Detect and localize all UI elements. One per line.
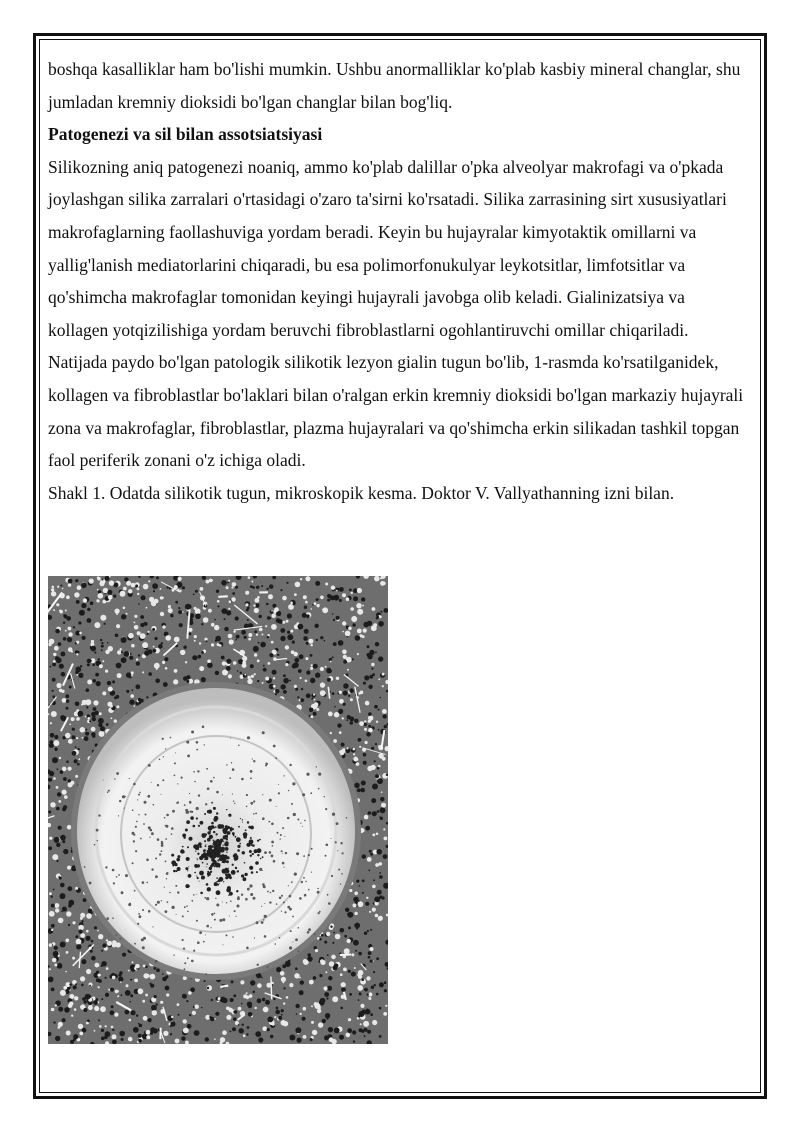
intro-paragraph: boshqa kasalliklar ham bo'lishi mumkin. Ushbu anormalliklar ko'plab kasbiy mineral changlar, shu jumladan kremniy dioksidi bo'lgan changlar bilan bog'liq. (48, 59, 741, 112)
document-body (48, 53, 748, 509)
figure-caption: Shakl 1. Odatda silikotik tugun, mikroskopik kesma. Doktor V. Vallyathanning izni bilan. (48, 482, 675, 503)
silicotic-nodule-micrograph (48, 576, 388, 1044)
section-heading: Patogenezi va sil bilan assotsiatsiyasi (48, 124, 323, 145)
micrograph-image (48, 576, 388, 1044)
pathogenesis-paragraph: Silikozning aniq patogenezi noaniq, ammo ko'plab dalillar o'pka alveolyar makrofagi va o'pkada joylashgan silika zarralari o'rtasidagi o'zaro ta'sirni ko'rsatadi. Silika zarrasining sirt xususiyatlari makrofaglarning faollashuviga yordam beradi. Keyin bu hujayralar kimyotaktik omillarni va yallig'lanish mediatorlarini chiqaradi, bu esa polimorfonukulyar leykotsitlar, limfotsitlar va qo'shimcha makrofaglar tomonidan keyingi hujayrali javobga olib keladi. Gialinizatsiya va kollagen yotqizilishiga yordam beruvchi fibroblastlarni ogohlantiruvchi omillar chiqariladi. Natijada paydo bo'lgan patologik silikotik lezyon gialin tugun bo'lib, 1-rasmda ko'rsatilganidek, kollagen va fibroblastlar bo'laklari bilan o'ralgan erkin kremniy dioksidi bo'lgan markaziy hujayrali zona va makrofaglar, fibroblastlar, plazma hujayralari va qo'shimcha erkin silikadan tashkil topgan faol periferik zonani o'z ichiga oladi. (48, 156, 744, 471)
